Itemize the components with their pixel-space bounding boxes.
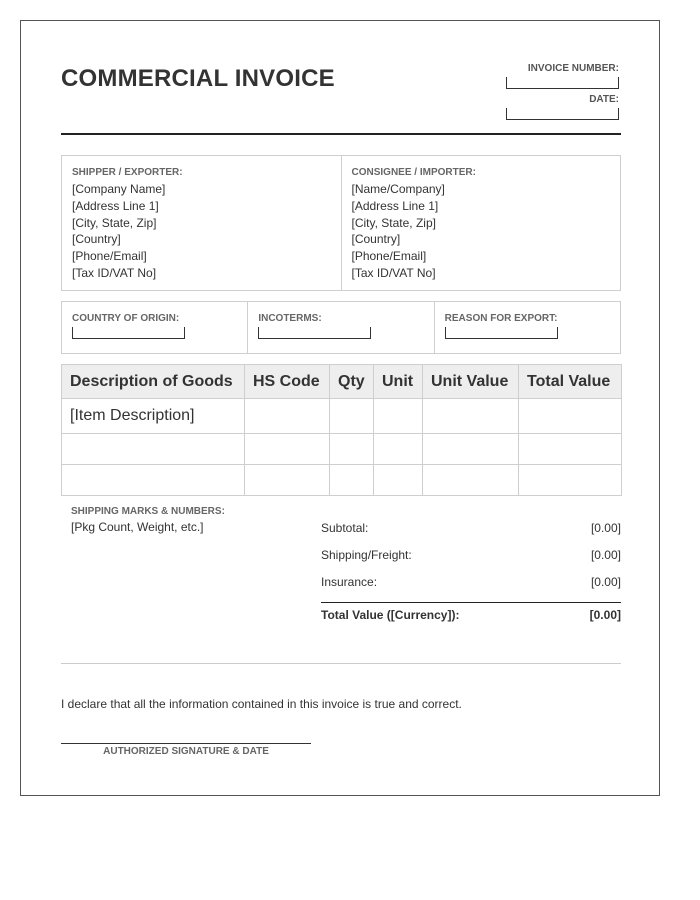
table-cell[interactable] bbox=[62, 465, 245, 496]
column-header-total-value: Total Value bbox=[519, 365, 622, 399]
shipper-city: [City, State, Zip] bbox=[72, 215, 157, 230]
table-cell[interactable] bbox=[519, 465, 622, 496]
shipping-value[interactable]: [0.00] bbox=[590, 548, 621, 562]
table-header-row bbox=[62, 365, 622, 399]
invoice-number-field[interactable] bbox=[506, 77, 619, 89]
total-value[interactable]: [0.00] bbox=[589, 608, 621, 622]
date-field[interactable] bbox=[506, 108, 619, 120]
table-row bbox=[62, 465, 622, 496]
shipper-company: [Company Name] bbox=[72, 182, 166, 196]
shipping-marks-label: SHIPPING MARKS & NUMBERS: bbox=[71, 506, 225, 517]
header-divider bbox=[61, 133, 621, 135]
table-cell[interactable] bbox=[330, 434, 374, 465]
incoterms-label: INCOTERMS: bbox=[258, 313, 322, 324]
total-row bbox=[321, 602, 621, 622]
table-cell[interactable] bbox=[519, 399, 622, 434]
date-label: DATE: bbox=[589, 94, 619, 105]
table-cell[interactable] bbox=[423, 399, 519, 434]
reason-for-export-label: REASON FOR EXPORT: bbox=[444, 313, 558, 324]
table-cell[interactable] bbox=[245, 399, 330, 434]
table-row bbox=[62, 399, 622, 434]
page-title: COMMERCIAL INVOICE bbox=[61, 65, 335, 92]
shipper-country: [Country] bbox=[72, 232, 121, 247]
insurance-label: Insurance: bbox=[321, 575, 378, 589]
shipper-tax-id: [Tax ID/VAT No] bbox=[72, 265, 157, 280]
consignee-address: [Address Line 1] bbox=[351, 198, 439, 213]
consignee-contact: [Phone/Email] bbox=[351, 249, 427, 264]
table-cell[interactable] bbox=[245, 465, 330, 496]
country-of-origin-field[interactable] bbox=[72, 327, 185, 339]
consignee-country: [Country] bbox=[351, 232, 401, 247]
insurance-value[interactable]: [0.00] bbox=[590, 575, 621, 589]
table-cell[interactable] bbox=[245, 434, 330, 465]
total-label: Total Value ([Currency]): bbox=[321, 608, 460, 622]
signature-label: AUTHORIZED SIGNATURE & DATE bbox=[103, 746, 269, 757]
column-header-unit-value: Unit Value bbox=[423, 365, 519, 399]
table-cell[interactable] bbox=[519, 434, 622, 465]
signature-line[interactable] bbox=[61, 743, 311, 744]
country-of-origin-label: COUNTRY OF ORIGIN: bbox=[72, 313, 180, 324]
shipper-block bbox=[62, 156, 341, 290]
table-cell[interactable] bbox=[423, 434, 519, 465]
table-cell[interactable] bbox=[423, 465, 519, 496]
consignee-tax-id: [Tax ID/VAT No] bbox=[351, 265, 436, 280]
incoterms-block bbox=[247, 302, 433, 353]
incoterms-field[interactable] bbox=[258, 327, 371, 339]
invoice-meta bbox=[479, 63, 619, 125]
table-cell[interactable] bbox=[330, 465, 374, 496]
shipper-address: [Address Line 1] bbox=[72, 198, 159, 213]
table-cell[interactable] bbox=[374, 399, 423, 434]
consignee-city: [City, State, Zip] bbox=[351, 215, 436, 230]
reason-for-export-block bbox=[434, 302, 620, 353]
country-of-origin-block bbox=[62, 302, 247, 353]
parties-section bbox=[61, 155, 621, 291]
subtotal-label: Subtotal: bbox=[321, 521, 369, 535]
table-row bbox=[62, 434, 622, 465]
table-cell[interactable] bbox=[374, 434, 423, 465]
subtotal-value[interactable]: [0.00] bbox=[590, 521, 621, 535]
shipper-label: SHIPPER / EXPORTER: bbox=[72, 167, 183, 178]
reason-for-export-field[interactable] bbox=[445, 327, 558, 339]
shipping-marks bbox=[71, 506, 271, 534]
table-cell[interactable] bbox=[62, 434, 245, 465]
invoice-number-label: INVOICE NUMBER: bbox=[527, 63, 619, 74]
shipping-row bbox=[321, 548, 621, 575]
consignee-label: CONSIGNEE / IMPORTER: bbox=[351, 167, 476, 178]
table-cell[interactable] bbox=[330, 399, 374, 434]
column-header-qty: Qty bbox=[330, 365, 374, 399]
totals-section bbox=[321, 521, 621, 622]
goods-table bbox=[61, 364, 622, 496]
shipper-contact: [Phone/Email] bbox=[72, 249, 147, 264]
consignee-block bbox=[341, 156, 621, 290]
consignee-company: [Name/Company] bbox=[351, 182, 445, 196]
terms-section bbox=[61, 301, 621, 354]
subtotal-row bbox=[321, 521, 621, 548]
footer-divider bbox=[61, 663, 621, 664]
column-header-hs-code: HS Code bbox=[245, 365, 330, 399]
shipping-label: Shipping/Freight: bbox=[321, 548, 412, 562]
table-cell[interactable] bbox=[374, 465, 423, 496]
insurance-row bbox=[321, 575, 621, 602]
invoice-page bbox=[20, 20, 660, 796]
table-cell[interactable]: [Item Description] bbox=[62, 399, 245, 434]
column-header-description: Description of Goods bbox=[62, 365, 245, 399]
shipping-marks-value[interactable]: [Pkg Count, Weight, etc.] bbox=[71, 520, 204, 534]
declaration-text: I declare that all the information contained in this invoice is true and correct. bbox=[61, 697, 462, 711]
column-header-unit: Unit bbox=[374, 365, 423, 399]
